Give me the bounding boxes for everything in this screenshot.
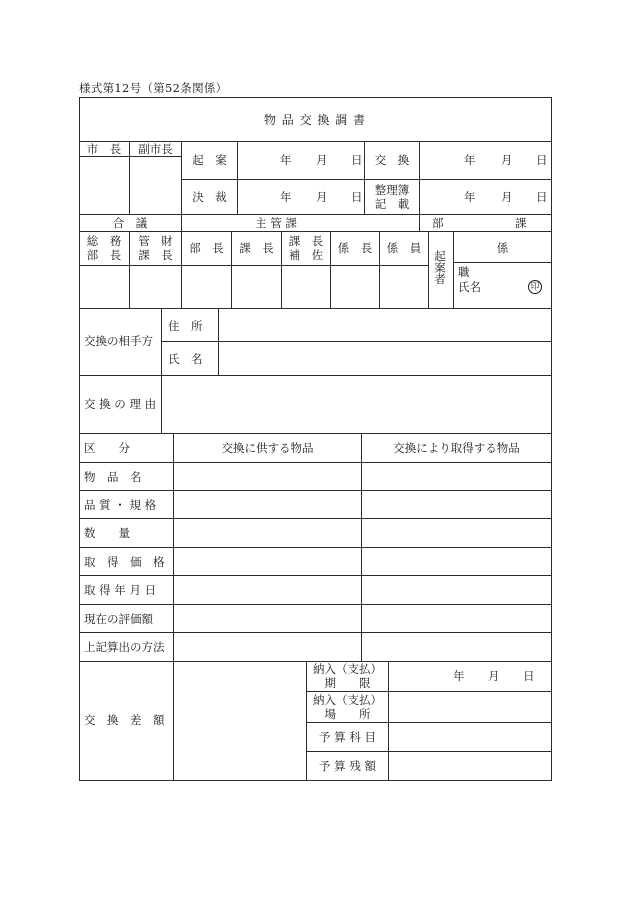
- draft-month-label: 月: [316, 153, 328, 167]
- deadline-day-label: 日: [523, 669, 535, 683]
- item-name-label: 物 品 名: [84, 470, 142, 484]
- consultation-label: 合 議: [112, 216, 148, 230]
- section-head-label: 課 長: [239, 241, 274, 255]
- deputy-line2: 補 佐: [288, 248, 324, 262]
- chief-label: 係 長: [337, 241, 373, 255]
- acquisition-date-label: 取 得 年 月 日: [84, 583, 157, 597]
- draft-day-label: 日: [351, 153, 363, 167]
- drafter-label: 起案者: [433, 250, 447, 285]
- deadline-month-label: 月: [488, 669, 500, 683]
- decision-year-label: 年: [280, 190, 292, 204]
- budget-balance-label: 予 算 残 額: [319, 759, 376, 773]
- vice-mayor-label: 副市長: [138, 142, 173, 156]
- deadline-year-label: 年: [453, 669, 465, 683]
- ledger-year-label: 年: [464, 190, 476, 204]
- finance-line1: 管 財: [138, 234, 173, 248]
- draft-year-label: 年: [280, 153, 292, 167]
- calculation-method-label: 上記算出の方法: [84, 640, 165, 654]
- general-affairs-line1: 総 務: [86, 234, 122, 248]
- counterparty-name-label: 氏 名: [168, 352, 203, 366]
- decision-label: 決 裁: [192, 190, 227, 204]
- drafting-label: 起 案: [192, 153, 227, 167]
- name-label: 氏名: [458, 280, 481, 294]
- category-header: 区 分: [84, 441, 130, 455]
- payment-deadline-line2: 期 限: [324, 676, 371, 690]
- budget-item-label: 予 算 科 目: [319, 730, 376, 744]
- payment-place-line1: 納入（支払）: [313, 693, 382, 707]
- seal-icon: 印: [528, 280, 542, 294]
- current-valuation-label: 現在の評価額: [84, 612, 153, 626]
- mayor-label: 市 長: [86, 142, 122, 156]
- exchange-month-label: 月: [501, 153, 513, 167]
- ledger-label-line2: 記 載: [374, 197, 410, 211]
- finance-line2: 課 長: [138, 248, 173, 262]
- general-affairs-line2: 部 長: [86, 248, 122, 262]
- acquisition-price-label: 取 得 価 格: [84, 555, 165, 569]
- decision-month-label: 月: [316, 190, 328, 204]
- form-number: 様式第12号（第52条関係）: [79, 81, 228, 95]
- ledger-label-line1: 整理簿: [374, 183, 410, 197]
- ledger-day-label: 日: [536, 190, 548, 204]
- lead-section-label: 主 管 課: [255, 216, 297, 230]
- offered-items-header: 交換に供する物品: [221, 441, 314, 455]
- payment-deadline-line1: 納入（支払）: [313, 662, 382, 676]
- counterparty-label: 交換の相手方: [84, 334, 153, 348]
- decision-day-label: 日: [351, 190, 363, 204]
- quantity-label: 数 量: [84, 526, 130, 540]
- post-label: 職: [458, 265, 470, 279]
- dept-head-label: 部 長: [189, 241, 224, 255]
- staff-label: 係 員: [386, 241, 422, 255]
- kakari-label: 係: [496, 241, 509, 255]
- exchange-difference-label: 交 換 差 額: [84, 713, 165, 727]
- acquired-items-header: 交換により取得する物品: [393, 441, 520, 455]
- bu-label: 部: [432, 216, 444, 230]
- exchange-day-label: 日: [536, 153, 548, 167]
- payment-place-line2: 場 所: [324, 707, 371, 721]
- quality-spec-label: 品 質 ・ 規 格: [84, 498, 157, 512]
- reason-label: 交 換 の 理 由: [84, 397, 157, 411]
- ka-label: 課: [515, 216, 527, 230]
- page-title: 物 品 交 換 調 書: [263, 113, 367, 127]
- address-label: 住 所: [168, 319, 203, 333]
- deputy-line1: 課 長: [288, 234, 324, 248]
- exchange-label: 交 換: [374, 153, 410, 167]
- exchange-year-label: 年: [464, 153, 476, 167]
- ledger-month-label: 月: [501, 190, 513, 204]
